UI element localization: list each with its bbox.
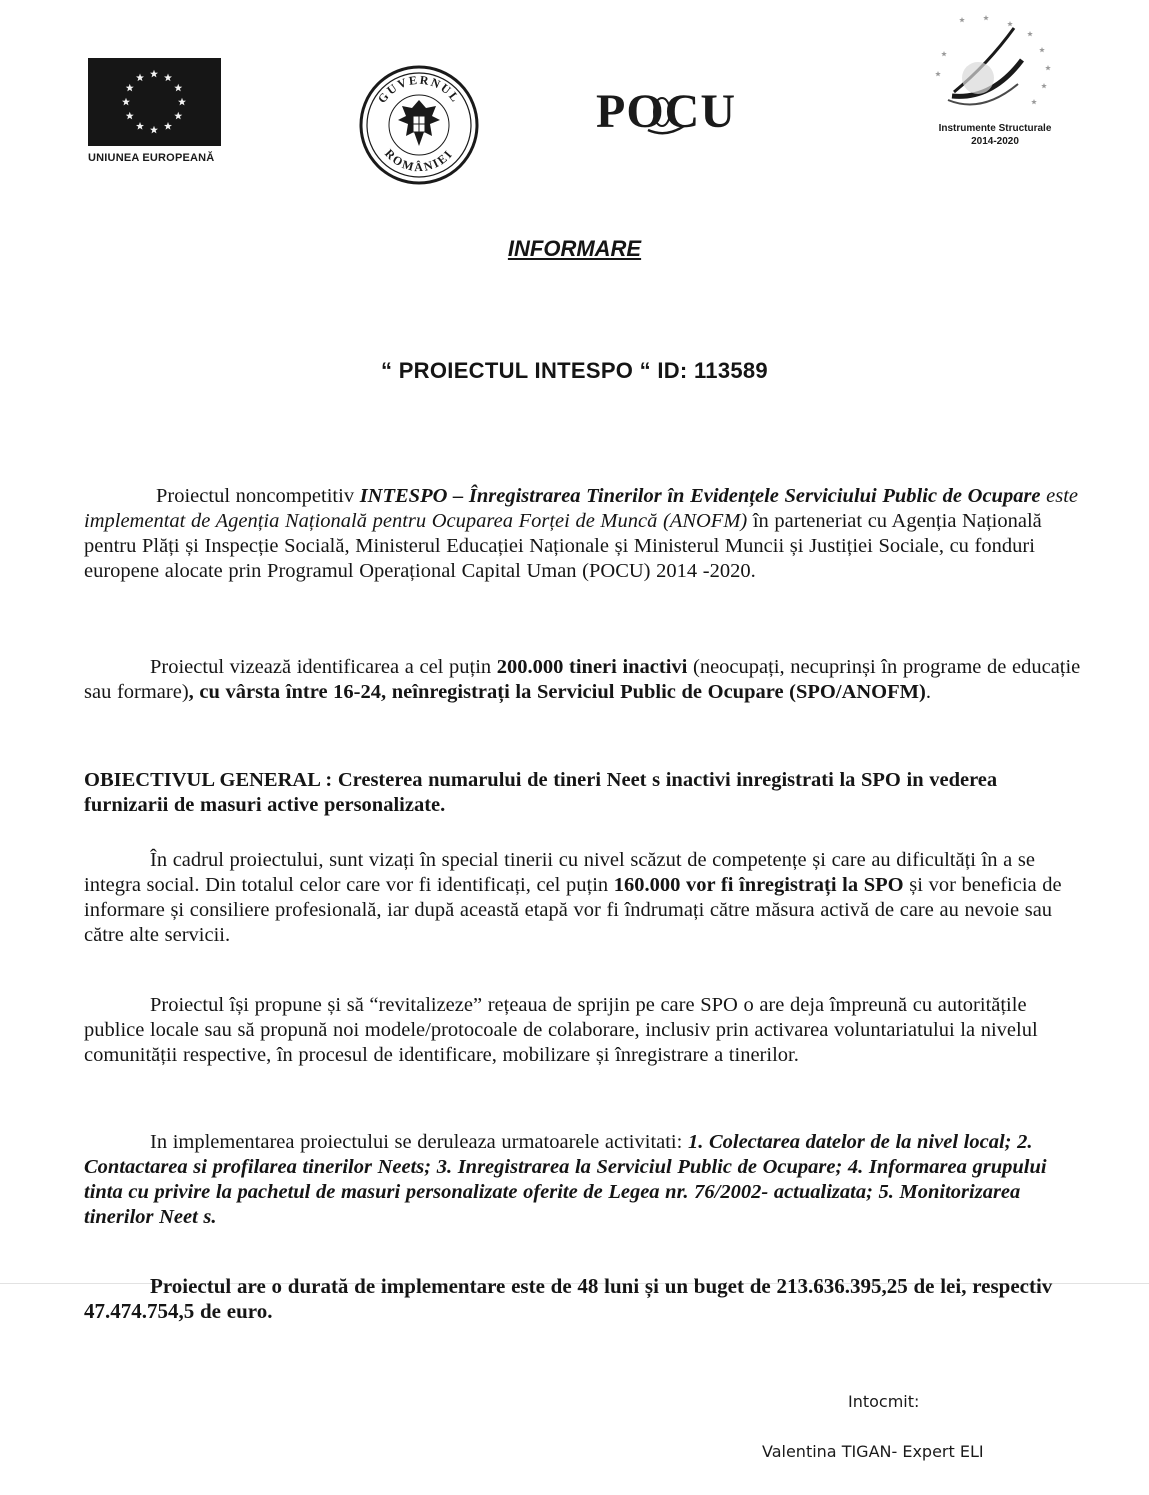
is-star-icon xyxy=(983,15,989,20)
government-seal-logo xyxy=(358,64,480,186)
is-star-icon xyxy=(941,51,947,56)
is-star-icon xyxy=(1039,47,1045,52)
p1-project-name: INTESPO – Înregistrarea Tinerilor în Evidențele Serviciului Public de Ocupare xyxy=(359,485,1041,507)
is-label-line2: 2014-2020 xyxy=(971,136,1019,147)
is-star-icon xyxy=(1041,83,1047,88)
paragraph-target xyxy=(84,655,1084,705)
p2-bold-2: , cu vârsta între 16-24, neînregistrați la Serviciul Public de Ocupare (SPO/ANOFM) xyxy=(188,681,926,703)
eu-label: UNIUNEA EUROPEANĂ xyxy=(88,152,215,164)
p4-text-2: și vor beneficia de informare și consiliere profesională, iar după această etapă vor fi îndrumați către măsura activă de care au nevoie sau către alte servicii. xyxy=(84,874,1062,946)
paragraph-activities xyxy=(84,1130,1084,1230)
paragraph-general-objective: OBIECTIVUL GENERAL : Cresterea numarului de tineri Neet s inactivi inregistrati la SPO in vederea furnizarii de masuri active personalizate. xyxy=(84,769,998,816)
structural-instruments-label xyxy=(905,122,1085,148)
is-star-icon xyxy=(1007,21,1013,26)
is-star-icon xyxy=(1031,99,1037,104)
p6-activities-list: 1. Colectarea datelor de la nivel local; 2. Contactarea si profilarea tinerilor Neets; 3. Inregistrarea la Serviciul Public de Ocupare; 4. Informarea grupului tinta cu privire la pachetul de masuri personalizate oferite de Legea nr. 76/2002- actualizata; 5. Monitorizarea tinerilor Neet s. xyxy=(84,1131,1047,1228)
structural-instruments-logo xyxy=(918,14,1068,126)
pocu-logo xyxy=(596,82,756,152)
is-star-icon xyxy=(1045,65,1051,70)
p2-bold-1: 200.000 tineri inactivi xyxy=(496,656,688,678)
p2-text-2: (neocupați, necuprinși în programe de educație sau formare) xyxy=(84,656,1081,703)
p1-implementer: este implementat de Agenția Națională pentru Ocuparea Forței de Muncă (ANOFM) xyxy=(84,485,1079,532)
is-star-icon xyxy=(935,71,941,76)
is-star-icon xyxy=(1027,31,1033,36)
gov-seal-text-top: GUVERNUL xyxy=(374,72,464,106)
project-title: “ PROIECTUL INTESPO “ ID: 113589 xyxy=(381,358,768,383)
pocu-logo-text: POCU xyxy=(596,85,736,138)
paragraph-budget: Proiectul are o durată de implementare este de 48 luni și un buget de 213.636.395,25 de lei, respectiv 47.474.754,5 de euro. xyxy=(84,1274,1053,1323)
p6-text-1: In implementarea proiectului se deruleaza urmatoarele activitati: xyxy=(150,1131,688,1153)
is-label-line1: Instrumente Structurale xyxy=(938,123,1052,134)
paragraph-network: Proiectul își propune și să “revitalizeze” rețeaua de sprijin pe care SPO o are deja împreună cu autoritățile publice locale sau să propună noi modele/protocoale de colaborare, inclusiv prin activarea voluntariatului la nivelul comunității respective, în procesul de identificare, mobilizare și înregistrare a tinerilor. xyxy=(84,994,1038,1066)
p2-text-1: Proiectul vizează identificarea a cel puțin xyxy=(150,656,497,678)
gov-seal-text-bottom: ROMÂNIEI xyxy=(382,146,456,175)
prepared-by-label: Intocmit: xyxy=(848,1392,920,1411)
p4-text-1: În cadrul proiectului, sunt vizați în special tinerii cu nivel scăzut de competențe și care au dificultăți în a se integra social. Din totalul celor care vor fi identificați, cel puțin xyxy=(84,849,1035,896)
p2-text-3: . xyxy=(925,681,931,703)
p1-text-1: Proiectul noncompetitiv xyxy=(156,485,360,507)
document-title: INFORMARE xyxy=(507,236,642,261)
paragraph-intro xyxy=(84,484,1084,584)
p1-text-2: în parteneriat cu Agenția Națională pentru Plăți și Inspecție Socială, Ministerul Educației Naționale și Ministerul Muncii și Justiției Sociale, cu fonduri europene alocate prin Programul Operațional Capital Uman (POCU) 2014 -2020. xyxy=(84,510,1042,582)
p4-bold: 160.000 vor fi înregistrați la SPO xyxy=(613,874,904,896)
paragraph-framework xyxy=(84,848,1084,948)
author-name: Valentina TIGAN- Expert ELI xyxy=(762,1442,984,1461)
eu-flag-logo xyxy=(88,58,221,148)
is-star-icon xyxy=(959,17,965,22)
